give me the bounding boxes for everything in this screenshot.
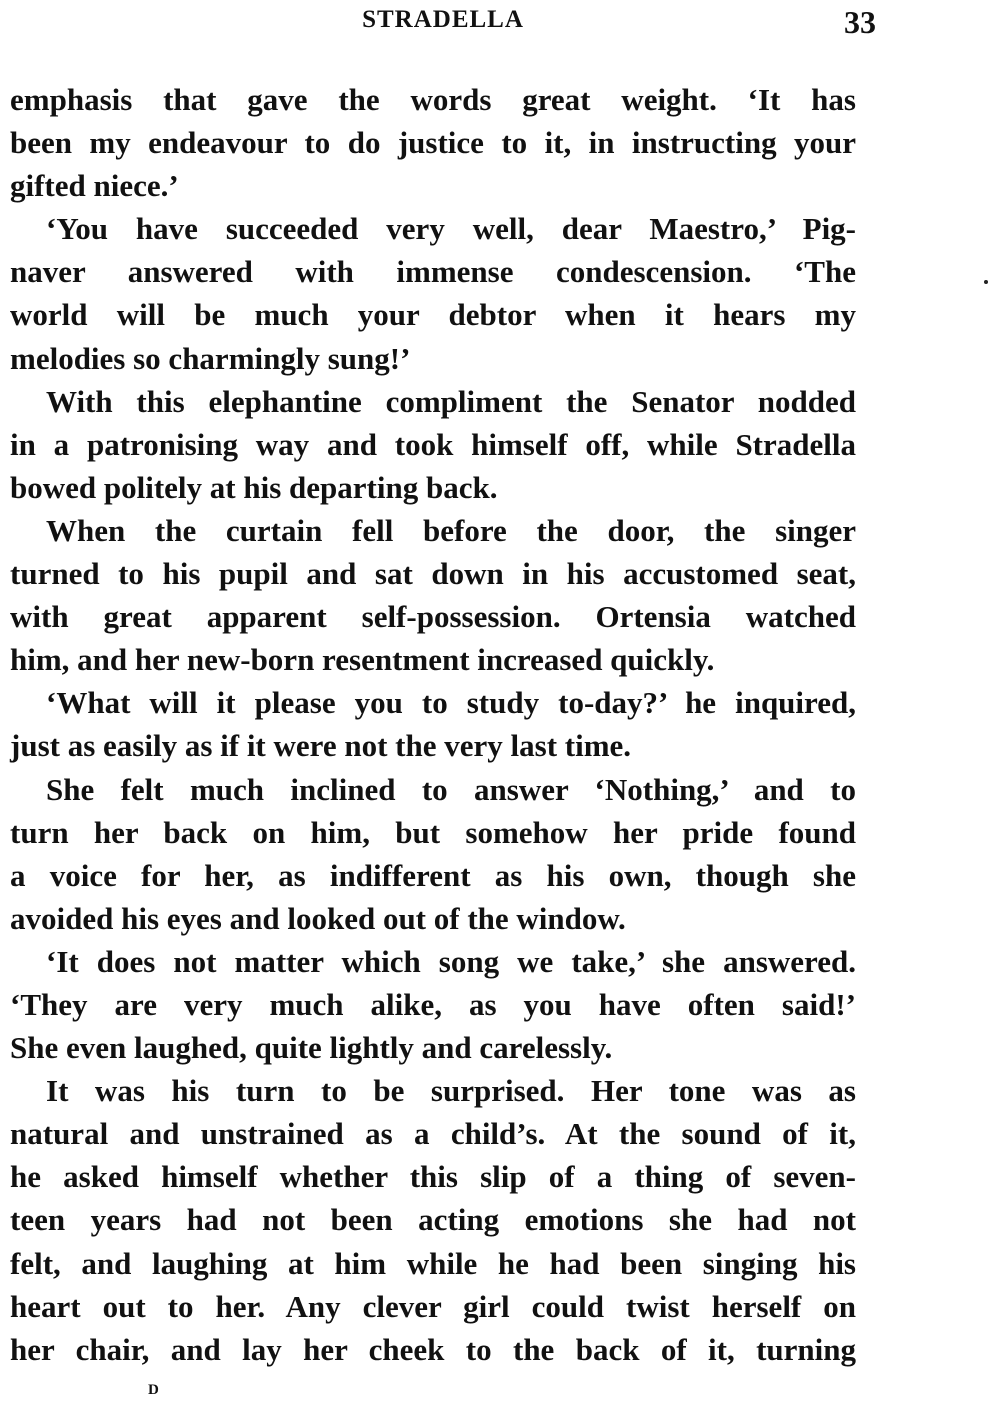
text-line: natural and unstrained as a child’s. At the sound of it, <box>10 1116 856 1152</box>
text-line: teen years had not been acting emotions she had not <box>10 1202 856 1238</box>
text-line: he asked himself whether this slip of a thing of seven- <box>10 1159 856 1195</box>
text-line: ‘What will it please you to study to-day?’ he inquired, <box>46 685 856 721</box>
running-head-title: STRADELLA <box>362 6 524 33</box>
text-line: heart out to her. Any clever girl could twist herself on <box>10 1288 856 1324</box>
text-line: gifted niece.’ <box>10 168 179 204</box>
speck-mark <box>984 280 988 284</box>
text-line: It was his turn to be surprised. Her tone was as <box>46 1073 856 1109</box>
text-line: avoided his eyes and looked out of the window. <box>10 900 626 936</box>
text-line: naver answered with immense condescension. ‘The <box>10 254 856 290</box>
text-line: been my endeavour to do justice to it, in instructing your <box>10 125 856 161</box>
text-line: She felt much inclined to answer ‘Nothing,’ and to <box>46 771 856 807</box>
running-head <box>10 4 876 44</box>
text-line: a voice for her, as indifferent as his own, though she <box>10 857 856 893</box>
text-line: turn her back on him, but somehow her pride found <box>10 814 856 850</box>
text-line: him, and her new-born resentment increased quickly. <box>10 642 715 678</box>
text-line: with great apparent self-possession. Ortensia watched <box>10 599 856 635</box>
text-line: melodies so charmingly sung!’ <box>10 340 411 376</box>
text-line: her chair, and lay her cheek to the back of it, turning <box>10 1331 856 1367</box>
text-line: turned to his pupil and sat down in his accustomed seat, <box>10 556 856 592</box>
text-line: in a patronising way and took himself off, while Stradella <box>10 426 856 462</box>
text-line: With this elephantine compliment the Senator nodded <box>46 383 856 419</box>
text-line: When the curtain fell before the door, the singer <box>46 512 856 548</box>
text-line: just as easily as if it were not the very last time. <box>10 728 632 764</box>
text-line: She even laughed, quite lightly and carelessly. <box>10 1030 613 1066</box>
text-line: emphasis that gave the words great weight. ‘It has <box>10 82 856 117</box>
text-line: ‘It does not matter which song we take,’ she answered. <box>46 943 856 979</box>
signature-mark: D <box>148 1382 159 1398</box>
text-line: world will be much your debtor when it hears my <box>10 297 856 333</box>
text-line: felt, and laughing at him while he had been singing his <box>10 1245 856 1281</box>
text-line: ‘They are very much alike, as you have often said!’ <box>10 986 856 1022</box>
text-line: ‘You have succeeded very well, dear Maestro,’ Pig- <box>46 211 856 247</box>
body-text <box>10 78 856 1371</box>
text-line: bowed politely at his departing back. <box>10 469 498 505</box>
page-number: 33 <box>844 4 876 40</box>
